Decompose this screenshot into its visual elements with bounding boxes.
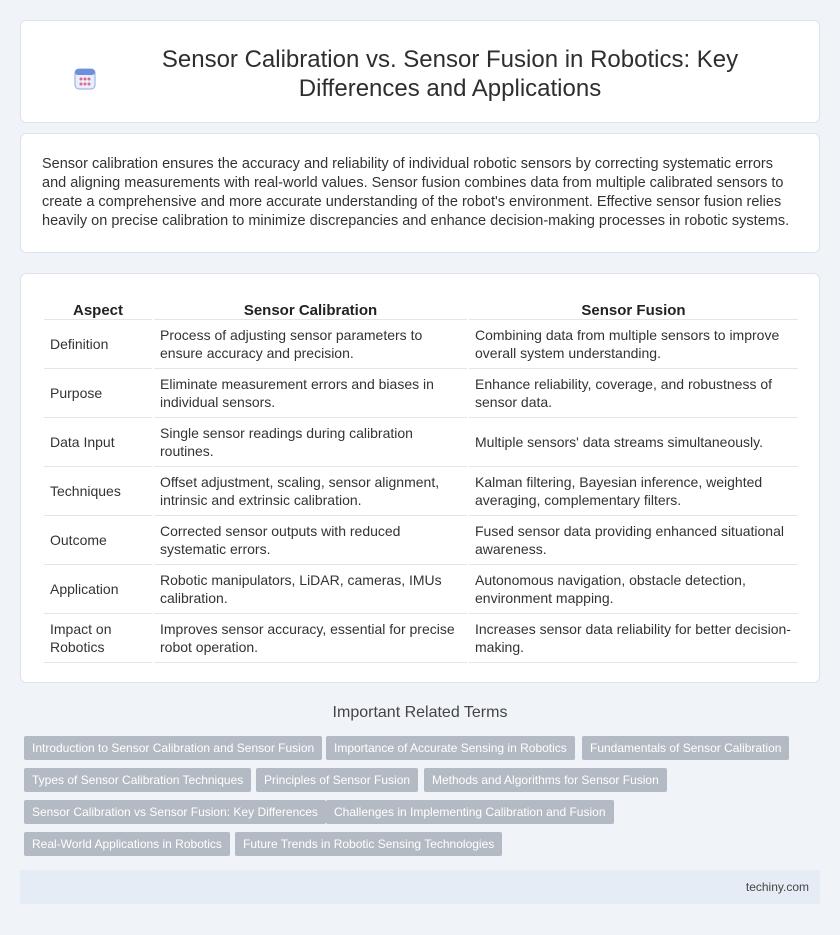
related-term-tag[interactable]: Challenges in Implementing Calibration and Fusion <box>326 800 614 824</box>
table-row <box>44 320 798 369</box>
table-row <box>44 418 798 467</box>
row-calibration: Robotic manipulators, LiDAR, cameras, IMUs calibration. <box>154 565 467 614</box>
related-term-tag[interactable]: Fundamentals of Sensor Calibration <box>582 736 789 760</box>
comparison-table <box>42 296 800 663</box>
row-fusion: Increases sensor data reliability for better decision-making. <box>469 614 798 663</box>
row-fusion: Multiple sensors' data streams simultaneously. <box>469 418 798 467</box>
row-calibration: Process of adjusting sensor parameters to ensure accuracy and precision. <box>154 320 467 369</box>
related-term-tag[interactable]: Future Trends in Robotic Sensing Technologies <box>235 832 502 856</box>
row-fusion: Combining data from multiple sensors to improve overall system understanding. <box>469 320 798 369</box>
row-aspect: Techniques <box>44 467 152 516</box>
related-term-tag[interactable]: Importance of Accurate Sensing in Robotics <box>326 736 575 760</box>
related-term-tag[interactable]: Real-World Applications in Robotics <box>24 832 230 856</box>
table-header-row <box>44 296 798 320</box>
table-row <box>44 516 798 565</box>
row-fusion: Autonomous navigation, obstacle detection, environment mapping. <box>469 565 798 614</box>
related-term-tag[interactable]: Introduction to Sensor Calibration and Sensor Fusion <box>24 736 322 760</box>
row-aspect: Purpose <box>44 369 152 418</box>
table-row <box>44 467 798 516</box>
related-term-tag[interactable]: Principles of Sensor Fusion <box>256 768 418 792</box>
row-calibration: Single sensor readings during calibration routines. <box>154 418 467 467</box>
row-fusion: Fused sensor data providing enhanced situational awareness. <box>469 516 798 565</box>
table-row <box>44 369 798 418</box>
row-fusion: Enhance reliability, coverage, and robustness of sensor data. <box>469 369 798 418</box>
header-sensor-calibration: Sensor Calibration <box>154 296 467 320</box>
row-aspect: Application <box>44 565 152 614</box>
header-aspect: Aspect <box>44 296 152 320</box>
row-aspect: Outcome <box>44 516 152 565</box>
footer-site-link[interactable]: techiny.com <box>745 880 809 894</box>
footer-bar <box>20 870 820 904</box>
calendar-grid-icon <box>73 67 97 91</box>
header-sensor-fusion: Sensor Fusion <box>469 296 798 320</box>
intro-paragraph: Sensor calibration ensures the accuracy and reliability of individual robotic sensors by correcting systematic errors and aligning measurements with real-world values. Sensor fusion combines data from multiple calibrated sensors to create a comprehensive and more accurate understanding of the robot's environment. Effective sensor fusion relies heavily on precise calibration to minimize discrepancies and enhance decision-making processes in robotic systems. <box>42 156 790 229</box>
intro-card <box>20 133 820 253</box>
related-term-tag[interactable]: Sensor Calibration vs Sensor Fusion: Key Differences <box>24 800 326 824</box>
table-row <box>44 565 798 614</box>
title-card <box>20 20 820 123</box>
comparison-table-card <box>20 273 820 683</box>
related-term-tag[interactable]: Methods and Algorithms for Sensor Fusion <box>424 768 667 792</box>
row-calibration: Offset adjustment, scaling, sensor alignment, intrinsic and extrinsic calibration. <box>154 467 467 516</box>
row-calibration: Corrected sensor outputs with reduced systematic errors. <box>154 516 467 565</box>
row-calibration: Eliminate measurement errors and biases in individual sensors. <box>154 369 467 418</box>
related-terms-title: Important Related Terms <box>332 704 508 721</box>
page-title: Sensor Calibration vs. Sensor Fusion in Robotics: Key Differences and Applications <box>161 46 739 102</box>
row-aspect: Impact on Robotics <box>44 614 152 663</box>
row-aspect: Definition <box>44 320 152 369</box>
table-row <box>44 614 798 663</box>
row-aspect: Data Input <box>44 418 152 467</box>
related-term-tag[interactable]: Types of Sensor Calibration Techniques <box>24 768 251 792</box>
row-fusion: Kalman filtering, Bayesian inference, weighted averaging, complementary filters. <box>469 467 798 516</box>
row-calibration: Improves sensor accuracy, essential for precise robot operation. <box>154 614 467 663</box>
